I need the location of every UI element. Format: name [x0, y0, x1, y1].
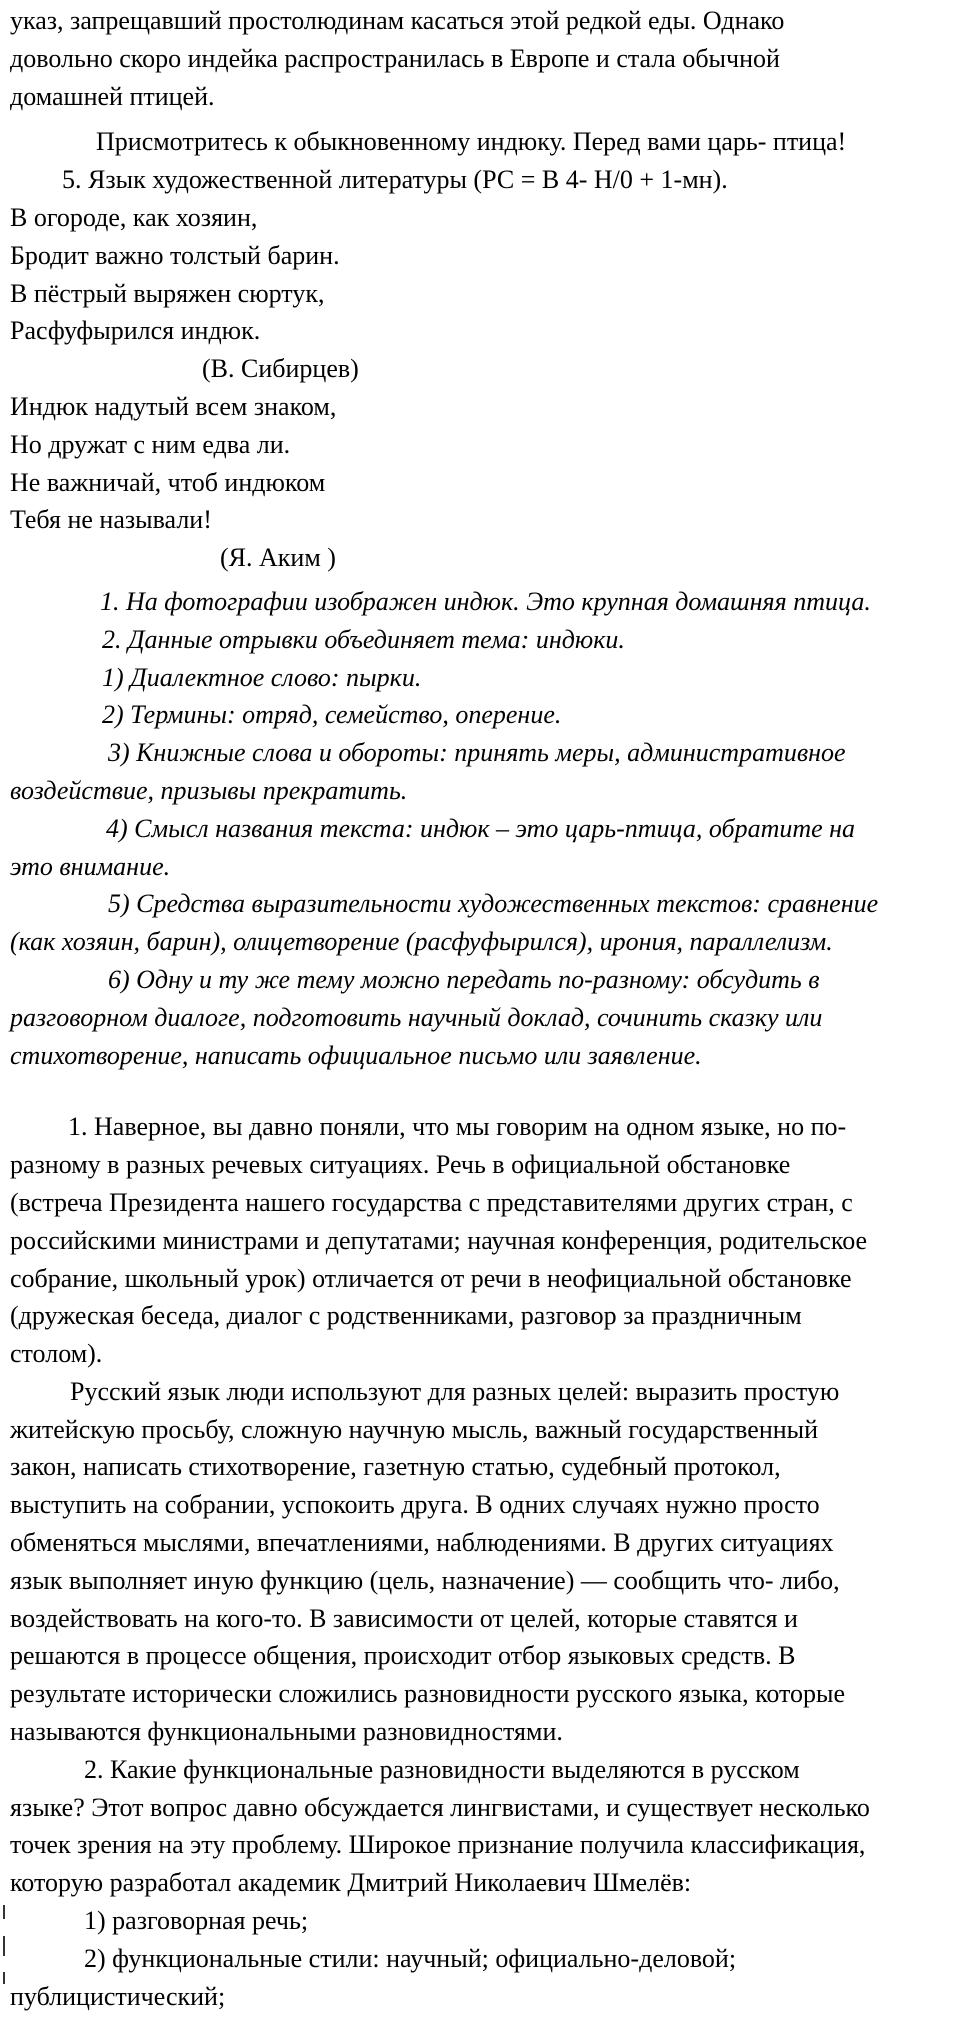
poem1-line: Бродит важно толстый барин.	[10, 240, 340, 270]
body-line: точек зрения на эту проблему. Широкое признание получила классификация,	[10, 1830, 866, 1860]
body-line: (встреча Президента нашего государства с представителями других стран, с	[10, 1187, 853, 1217]
poem1-line: Расфуфырился индюк.	[10, 316, 261, 346]
body-line: столом).	[10, 1339, 103, 1369]
poem2-line: Индюк надутый всем знаком,	[10, 391, 337, 421]
body-line: Русский язык люди используют для разных целей: выразить простую	[70, 1376, 840, 1406]
list-item: 1) разговорная речь;	[84, 1906, 309, 1936]
body-line: называются функциональными разновидностями.	[10, 1717, 563, 1747]
section-heading: 5. Язык художественной литературы (РС = В 4- Н/0 + 1-мн).	[62, 165, 728, 195]
body-line: (дружеская беседа, диалог с родственниками, разговор за праздничным	[10, 1301, 802, 1331]
answer-line: 2) Термины: отряд, семейство, оперение.	[102, 700, 562, 730]
poem2-line: Но дружат с ним едва ли.	[10, 429, 291, 459]
answer-line: воздействие, призывы прекратить.	[10, 775, 408, 805]
answer-line: 3) Книжные слова и обороты: принять меры, административное	[108, 738, 846, 768]
body-line: 1. Наверное, вы давно поняли, что мы говорим на одном языке, но по-	[68, 1112, 847, 1142]
body-line: языке? Этот вопрос давно обсуждается лингвистами, и существует несколько	[10, 1792, 870, 1822]
answer-line: 6) Одну и ту же тему можно передать по-разному: обсудить в	[108, 964, 820, 994]
poem1-author: (В. Сибирцев)	[202, 354, 359, 384]
answer-line: стихотворение, написать официальное письмо или заявление.	[10, 1040, 702, 1070]
poem2-author: (Я. Аким )	[220, 543, 336, 573]
answer-line: разговорном диалоге, подготовить научный доклад, сочинить сказку или	[10, 1002, 823, 1032]
body-line: российскими министрами и депутатами; научная конференция, родительское	[10, 1225, 868, 1255]
poem2-line: Не важничай, чтоб индюком	[10, 467, 326, 497]
answer-line: 5) Средства выразительности художественных текстов: сравнение	[108, 889, 879, 919]
poem2-line: Тебя не называли!	[10, 505, 212, 535]
call-line: Присмотритесь к обыкновенному индюку. Перед вами царь- птица!	[96, 127, 847, 157]
intro-line: домашней птицей.	[10, 81, 215, 111]
intro-line: довольно скоро индейка распространилась в Европе и стала обычной	[10, 43, 780, 73]
body-line: 2. Какие функциональные разновидности выделяются в русском	[84, 1754, 800, 1784]
body-line: язык выполняет иную функцию (цель, назначение) — сообщить что- либо,	[10, 1565, 840, 1595]
body-line: житейскую просьбу, сложную научную мысль, важный государственный	[10, 1414, 819, 1444]
body-line: собрание, школьный урок) отличается от речи в неофициальной обстановке	[10, 1263, 852, 1293]
answer-line: (как хозяин, барин), олицетворение (расфуфырился), ирония, параллелизм.	[10, 927, 833, 957]
scan-edge-mark	[3, 1936, 5, 1956]
body-line: воздействовать на кого-то. В зависимости от целей, которые ставятся и	[10, 1603, 798, 1633]
answer-line: 2. Данные отрывки объединяет тема: индюки.	[102, 624, 625, 654]
answer-line: 4) Смысл названия текста: индюк – это царь-птица, обратите на	[106, 813, 856, 843]
answer-line: 1) Диалектное слово: пырки.	[102, 662, 422, 692]
body-line: обменяться мыслями, впечатлениями, наблюдениями. В других ситуациях	[10, 1528, 834, 1558]
list-item: 2) функциональные стили: научный; официально-деловой;	[84, 1943, 737, 1973]
body-line: решаются в процессе общения, происходит отбор языковых средств. В	[10, 1641, 796, 1671]
list-item: публицистический;	[10, 1981, 226, 2011]
body-line: результате исторически сложились разновидности русского языка, которые	[10, 1679, 846, 1709]
intro-line: указ, запрещавший простолюдинам касаться этой редкой еды. Однако	[10, 6, 785, 35]
body-line: выступить на собрании, успокоить друга. В одних случаях нужно просто	[10, 1490, 820, 1520]
body-line: разному в разных речевых ситуациях. Речь в официальной обстановке	[10, 1150, 791, 1180]
body-line: которую разработал академик Дмитрий Николаевич Шмелёв:	[10, 1868, 692, 1898]
document-page	[10, 2, 956, 2015]
body-line: закон, написать стихотворение, газетную статью, судебный протокол,	[10, 1452, 781, 1482]
poem1-line: В огороде, как хозяин,	[10, 202, 258, 232]
answer-line: 1. На фотографии изображен индюк. Это крупная домашняя птица.	[100, 586, 871, 616]
answer-line: это внимание.	[10, 851, 171, 881]
scan-edge-mark	[3, 1972, 5, 1984]
poem1-line: В пёстрый выряжен сюртук,	[10, 278, 325, 308]
scan-edge-mark	[3, 1905, 5, 1919]
